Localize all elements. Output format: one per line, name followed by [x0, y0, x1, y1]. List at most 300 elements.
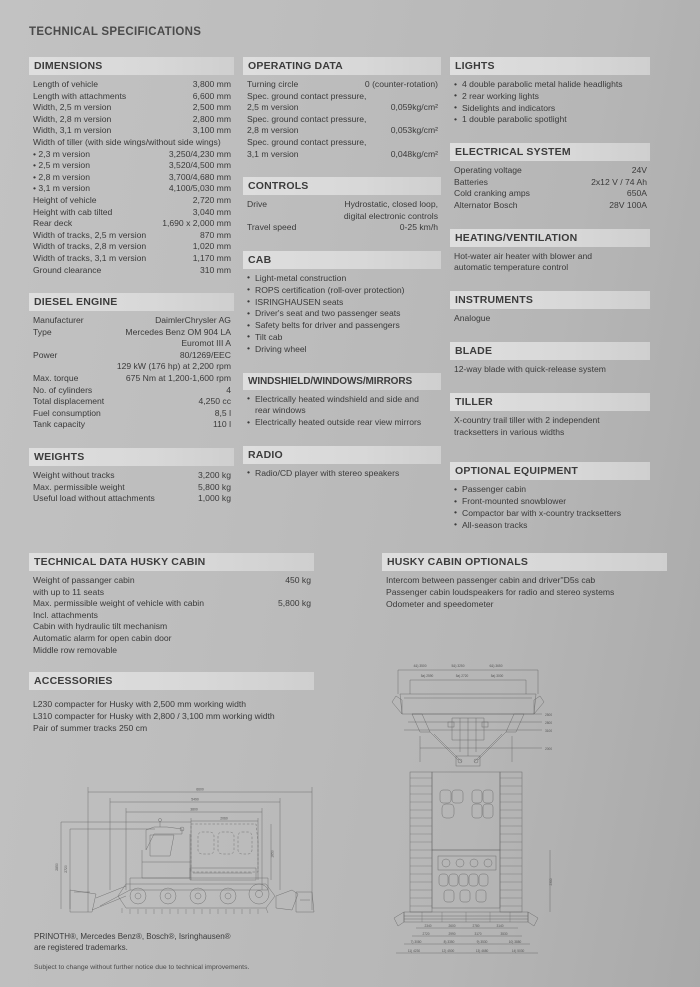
section-cab	[243, 251, 441, 356]
section-heading-heating-ventilation: HEATING/VENTILATION	[450, 229, 650, 247]
track-left-grousers	[410, 778, 432, 906]
husky-optionals-line: Odometer and speedometer	[386, 598, 494, 609]
dim-label: 3170	[474, 932, 482, 936]
dim-label: 5a) 3000	[490, 674, 504, 678]
row-label: Max. permissible weight	[33, 481, 125, 492]
section-heading-windshield: WINDSHIELD/WINDOWS/MIRRORS	[243, 373, 441, 390]
front-blade-top	[394, 912, 538, 926]
section-heading-diesel-engine: DIESEL ENGINE	[29, 293, 234, 311]
svg-text:2060: 2060	[220, 816, 228, 821]
windshield-list	[243, 394, 441, 429]
row-value	[305, 587, 311, 599]
list-item: • ISRINGHAUSEN seats	[247, 297, 438, 309]
table-row	[29, 183, 234, 195]
table-row	[29, 396, 234, 408]
row-value	[225, 137, 231, 149]
row-label: Operating voltage	[454, 165, 522, 176]
section-radio	[243, 446, 441, 480]
table-row	[29, 575, 314, 587]
table-row	[29, 350, 234, 362]
accessories-text	[29, 699, 314, 734]
row-label: Travel speed	[247, 222, 297, 233]
table-row	[450, 200, 650, 212]
section-weights	[29, 448, 234, 505]
list-item: • Compactor bar with x-country tracksetters	[454, 508, 647, 520]
row-value: Hydrostatic, closed loop,	[344, 199, 438, 210]
row-label: • 2,3 m version	[33, 148, 90, 159]
row-label: Width of tracks, 2,5 m version	[33, 229, 147, 240]
list-item: • Electrically heated windshield and side and	[247, 394, 438, 406]
table-row	[29, 470, 234, 482]
section-husky-cabin	[29, 553, 314, 656]
heating-text-line2: automatic temperature control	[454, 262, 569, 273]
row-label: Height with cab tilted	[33, 206, 113, 217]
list-item: • All-season tracks	[454, 520, 647, 532]
blade-text: 12-way blade with quick-release system	[454, 363, 606, 374]
table-row	[29, 621, 314, 633]
row-value: 650A	[626, 188, 647, 199]
section-windshield	[243, 373, 441, 429]
table-row	[29, 253, 234, 265]
dim-label: 7) 3080	[410, 940, 422, 944]
husky-optionals-line: Intercom between passenger cabin and driver''D5s cab	[386, 575, 596, 585]
row-value: 3,700/4,680 mm	[168, 171, 231, 182]
trademark-line-2: are registered trademarks.	[34, 942, 128, 952]
row-label: 3,1 m version	[247, 148, 299, 159]
lights-list	[450, 79, 650, 126]
dim-bottom-rows	[396, 924, 538, 953]
section-heating-ventilation	[450, 229, 650, 275]
table-row	[243, 114, 441, 126]
row-value: 5,800 kg	[278, 598, 311, 609]
table-row	[29, 633, 314, 645]
row-label: No. of cylinders	[33, 384, 93, 395]
row-value: 28V 100A	[609, 199, 647, 210]
row-value	[305, 621, 311, 633]
list-item-continuation: rear windows	[255, 405, 306, 416]
row-value: 80/1269/EEC	[179, 349, 231, 360]
section-blade	[450, 342, 650, 376]
seats	[440, 790, 493, 818]
row-value: 5,800 kg	[198, 481, 231, 492]
section-heading-dimensions: DIMENSIONS	[29, 57, 234, 75]
table-row	[29, 482, 234, 494]
row-label: Width of tracks, 2,8 m version	[33, 241, 147, 252]
list-item: • Driver's seat and two passenger seats	[247, 308, 438, 320]
track-assembly	[118, 884, 275, 914]
row-value	[305, 610, 311, 622]
table-row	[243, 79, 441, 91]
section-heading-instruments: INSTRUMENTS	[450, 291, 650, 309]
table-row	[29, 385, 234, 397]
controls-rows	[243, 199, 441, 234]
row-value: 24V	[631, 165, 647, 176]
row-value: 110 l	[213, 419, 231, 430]
row-label: Turning circle	[247, 79, 299, 89]
dim-label: 12) 4500	[441, 949, 455, 953]
row-value: 2x12 V / 74 Ah	[591, 176, 647, 187]
row-value: 870 mm	[199, 229, 231, 240]
table-row	[29, 408, 234, 420]
rear-seats	[439, 874, 488, 902]
row-value: Mercedes Benz OM 904 LA	[125, 326, 231, 337]
radio-list	[243, 468, 441, 480]
section-heading-operating-data: OPERATING DATA	[243, 57, 441, 75]
row-label: Tank capacity	[33, 419, 86, 430]
table-row	[243, 149, 441, 161]
tiller-text-line1: X-country trail tiller with 2 independent	[454, 414, 600, 425]
dim-label: 10) 3880	[508, 940, 522, 944]
table-row	[29, 241, 234, 253]
svg-text:2850: 2850	[55, 863, 59, 871]
list-item: • Electrically heated outside rear view mirrors	[247, 417, 438, 429]
row-value	[432, 114, 438, 126]
dimensions-rows	[29, 79, 234, 276]
row-label: Useful load without attachments	[33, 493, 155, 504]
table-row	[29, 230, 234, 242]
section-heading-husky-optionals: HUSKY CABIN OPTIONALS	[382, 553, 667, 571]
section-tiller	[450, 393, 650, 439]
weights-rows	[29, 470, 234, 505]
row-value: 1,000 kg	[198, 493, 231, 504]
row-value: digital electronic controls	[343, 210, 438, 221]
dim-right	[545, 713, 552, 751]
row-value: 4	[226, 384, 231, 395]
front-blade	[70, 886, 130, 912]
dim-label: 2720	[422, 932, 430, 936]
dim-3800	[126, 808, 262, 891]
dim-label: 2600	[448, 924, 456, 928]
table-row	[29, 195, 234, 207]
section-heading-lights: LIGHTS	[450, 57, 650, 75]
table-row	[29, 419, 234, 431]
dim-label: 3140	[496, 924, 504, 928]
row-label: Ground clearance	[33, 264, 102, 275]
dim-label: 2500	[545, 713, 553, 717]
section-accessories	[29, 672, 314, 734]
heating-text	[450, 251, 650, 275]
row-label: Spec. ground contact pressure,	[247, 136, 367, 147]
table-row	[243, 211, 441, 223]
row-value: 1,020 mm	[192, 241, 231, 252]
dim-label: 2800	[545, 721, 553, 725]
list-item: • 2 rear working lights	[454, 91, 647, 103]
section-heading-husky-cabin: TECHNICAL DATA HUSKY CABIN	[29, 553, 314, 571]
table-row	[29, 373, 234, 385]
dim-label: 6&) 3650	[489, 664, 503, 668]
list-item: • Safety belts for driver and passengers	[247, 320, 438, 332]
column-left	[29, 57, 234, 518]
table-row	[29, 598, 314, 610]
section-dimensions	[29, 57, 234, 276]
dim-2060	[191, 817, 258, 881]
operating-data-rows	[243, 79, 441, 160]
table-row	[29, 338, 234, 350]
dim-label: 14) 5030	[511, 949, 525, 953]
row-value	[432, 91, 438, 103]
row-value: 4,250 cc	[198, 396, 231, 407]
table-row	[29, 207, 234, 219]
svg-text:1650: 1650	[270, 850, 275, 858]
tiller-linkage	[430, 718, 506, 766]
rear-tiller	[276, 890, 314, 912]
table-row	[29, 114, 234, 126]
row-label: Width, 3,1 m version	[33, 125, 112, 136]
row-label: Alternator Bosch	[454, 199, 518, 210]
column-middle	[243, 57, 441, 493]
row-value: 4,100/5,030 mm	[168, 183, 231, 194]
section-diesel-engine	[29, 293, 234, 431]
section-controls	[243, 177, 441, 234]
row-label: Width, 2,5 m version	[33, 102, 112, 113]
table-row	[243, 125, 441, 137]
list-item: • Sidelights and indicators	[454, 103, 647, 115]
row-value: 2,800 mm	[192, 113, 231, 124]
top-view-drawing	[382, 660, 572, 960]
table-row	[29, 587, 314, 599]
dim-label: 3100	[545, 729, 553, 733]
row-label: Length of vehicle	[33, 79, 98, 89]
row-value: 2,720 mm	[192, 194, 231, 205]
row-label: Height of vehicle	[33, 194, 97, 205]
table-row	[29, 125, 234, 137]
dim-label: 3530	[500, 932, 508, 936]
rear-platform	[432, 850, 500, 908]
row-label: Weight of passanger cabin	[33, 575, 135, 585]
page-title: TECHNICAL SPECIFICATIONS	[29, 26, 202, 38]
tiller-text-line2: tracksetters in various widths	[454, 426, 565, 437]
row-value: 129 kW (176 hp) at 2,200 rpm	[116, 361, 231, 372]
row-label: Width of tracks, 3,1 m version	[33, 252, 147, 263]
dim-label: 2780	[472, 924, 480, 928]
dim-label: 5a) 2590	[420, 674, 434, 678]
svg-text:3800: 3800	[190, 807, 198, 812]
table-row	[29, 361, 234, 373]
row-value: 1,690 x 2,000 mm	[162, 218, 231, 229]
row-value: 0,048kg/cm²	[390, 148, 438, 159]
row-label: Width of tiller (with side wings/without side wings)	[33, 136, 221, 147]
row-label: Cabin with hydraulic tilt mechanism	[33, 621, 168, 632]
table-row	[243, 137, 441, 149]
table-row	[29, 91, 234, 103]
row-value: DaimlerChrysler AG	[155, 315, 231, 326]
table-row	[450, 177, 650, 189]
dim-2300	[549, 850, 553, 912]
husky-optionals-text	[382, 575, 667, 610]
heating-text-line1: Hot-water air heater with blower and	[454, 250, 593, 261]
husky-cabin-rows	[29, 575, 314, 656]
row-label: Length with attachments	[33, 90, 127, 101]
track-right-grousers	[500, 778, 522, 906]
accessories-line: Pair of summer tracks 250 cm	[33, 722, 148, 733]
row-label: 2,5 m version	[247, 102, 299, 113]
table-row	[243, 102, 441, 114]
dim-label: 2340	[424, 924, 432, 928]
dim-label: 5a) 2720	[455, 674, 469, 678]
row-label: with up to 11 seats	[33, 586, 105, 597]
dim-2850	[55, 822, 61, 909]
row-label: Total displacement	[33, 396, 105, 407]
row-value: 3,040 mm	[192, 206, 231, 217]
table-row	[243, 91, 441, 103]
row-label: Max. torque	[33, 373, 79, 384]
dim-label: 4&) 3500	[413, 664, 427, 668]
trademark-line-1: PRINOTH®, Mercedes Benz®, Bosch®, Isringhausen®	[34, 932, 231, 941]
section-electrical-system	[450, 143, 650, 211]
column-right	[450, 57, 650, 545]
row-value: 2,500 mm	[192, 102, 231, 113]
row-value: 1,170 mm	[192, 252, 231, 263]
section-heading-accessories: ACCESSORIES	[29, 672, 314, 690]
row-value: 0,059kg/cm²	[390, 102, 438, 113]
row-label: • 3,1 m version	[33, 183, 90, 194]
section-optional-equipment	[450, 462, 650, 531]
diesel-engine-rows	[29, 315, 234, 431]
husky-optionals-line: Passenger cabin loudspeakers for radio and stereo systems	[386, 586, 615, 597]
table-row	[29, 315, 234, 327]
dim-top-row2	[421, 674, 504, 678]
row-value: 3,520/4,500 mm	[168, 160, 231, 171]
row-label: Spec. ground contact pressure,	[247, 90, 367, 101]
row-value: 0-25 km/h	[399, 222, 438, 233]
row-label: Spec. ground contact pressure,	[247, 113, 367, 124]
row-label: • 2,8 m version	[33, 171, 90, 182]
table-row	[450, 188, 650, 200]
section-instruments	[450, 291, 650, 325]
list-item: • 4 double parabolic metal halide headlights	[454, 79, 647, 91]
section-heading-radio: RADIO	[243, 446, 441, 464]
row-value: 3,250/4,230 mm	[168, 148, 231, 159]
accessories-line: L310 compacter for Husky with 2,800 / 3,100 mm working width	[33, 710, 275, 721]
side-view-svg	[30, 772, 320, 920]
table-row	[243, 199, 441, 211]
row-value: 310 mm	[199, 264, 231, 275]
dim-label: 8) 3350	[443, 940, 455, 944]
section-heading-tiller: TILLER	[450, 393, 650, 411]
table-row	[29, 645, 314, 657]
svg-text:5490: 5490	[191, 797, 199, 802]
row-value: 8,5 l	[214, 407, 231, 418]
cab-list	[243, 273, 441, 356]
section-heading-controls: CONTROLS	[243, 177, 441, 195]
row-value: 675 Nm at 1,200-1,600 rpm	[125, 373, 231, 384]
dim-label: 2000	[545, 747, 553, 751]
row-value: Euromot III A	[181, 338, 231, 349]
table-row	[29, 137, 234, 149]
row-value: 0,053kg/cm²	[390, 125, 438, 136]
section-operating-data	[243, 57, 441, 160]
row-value: 3,200 kg	[198, 470, 231, 481]
dim-label: 5&) 3250	[451, 664, 465, 668]
list-item: • Front-mounted snowblower	[454, 496, 647, 508]
section-lights	[450, 57, 650, 126]
table-row	[29, 79, 234, 91]
cab-top	[432, 772, 500, 850]
section-heading-optional-equipment: OPTIONAL EQUIPMENT	[450, 462, 650, 480]
optional-equipment-list	[450, 484, 650, 531]
row-label: Rear deck	[33, 218, 73, 229]
table-row	[29, 610, 314, 622]
dim-1650	[271, 824, 275, 880]
trademark-notice	[34, 932, 231, 953]
section-heading-cab: CAB	[243, 251, 441, 269]
row-value: 450 kg	[285, 575, 311, 585]
row-value	[432, 137, 438, 149]
list-item: • Tilt cab	[247, 332, 438, 344]
dim-6600	[88, 787, 312, 912]
vehicle-top-body	[410, 772, 522, 912]
list-item: • Light-metal construction	[247, 273, 438, 285]
row-label: Fuel consumption	[33, 407, 101, 418]
row-label: Incl. attachments	[33, 609, 98, 620]
accessories-line: L230 compacter for Husky with 2,500 mm working width	[33, 699, 247, 709]
section-husky-cabin-optionals	[382, 553, 667, 610]
row-label: Power	[33, 349, 58, 360]
row-label: Middle row removable	[33, 644, 118, 655]
section-heading-electrical-system: ELECTRICAL SYSTEM	[450, 143, 650, 161]
table-row	[29, 172, 234, 184]
row-label: Cold cranking amps	[454, 188, 530, 199]
dim-top-row1	[414, 664, 503, 668]
row-value	[305, 633, 311, 645]
tiller-text	[450, 415, 650, 439]
row-label: 2,8 m version	[247, 125, 299, 136]
dim-label: 13) 4680	[475, 949, 489, 953]
table-row	[29, 327, 234, 339]
svg-text:2720: 2720	[64, 865, 68, 873]
top-view-svg	[382, 660, 572, 960]
electrical-system-rows	[450, 165, 650, 211]
dim-label: 9) 3530	[476, 940, 488, 944]
list-item: • Driving wheel	[247, 344, 438, 356]
list-item: • Radio/CD player with stereo speakers	[247, 468, 438, 480]
row-value	[305, 645, 311, 657]
row-label: Drive	[247, 199, 268, 210]
row-label: Weight without tracks	[33, 470, 115, 481]
list-item: • Passenger cabin	[454, 484, 647, 496]
table-row	[29, 102, 234, 114]
instruments-text: Analogue	[454, 313, 491, 324]
row-label: Width, 2,8 m version	[33, 113, 112, 124]
dim-label: 2990	[448, 932, 456, 936]
section-heading-blade: BLADE	[450, 342, 650, 360]
row-label: Automatic alarm for open cabin door	[33, 632, 172, 643]
row-label: Manufacturer	[33, 315, 84, 326]
table-row	[243, 222, 441, 234]
row-label: Type	[33, 326, 52, 337]
row-label: Batteries	[454, 176, 488, 187]
list-item: • ROPS certification (roll-over protection)	[247, 285, 438, 297]
row-label: Max. permissible weight of vehicle with cabin	[33, 598, 204, 609]
dim-2720	[64, 829, 70, 909]
table-row	[29, 265, 234, 277]
list-item: • 1 double parabolic spotlight	[454, 114, 647, 126]
table-row	[29, 218, 234, 230]
section-heading-weights: WEIGHTS	[29, 448, 234, 466]
dim-label: 11) 4230	[407, 949, 421, 953]
row-value: 3,800 mm	[192, 79, 231, 89]
dim-label: 2300	[549, 878, 553, 886]
table-row	[29, 160, 234, 172]
svg-text:6600: 6600	[196, 787, 204, 792]
rear-deck-top	[438, 856, 496, 870]
row-label: • 2,5 m version	[33, 160, 90, 171]
row-value: 6,600 mm	[192, 90, 231, 101]
row-value: 3,100 mm	[192, 125, 231, 136]
table-row	[450, 165, 650, 177]
table-row	[29, 493, 234, 505]
side-view-drawing	[30, 772, 320, 920]
